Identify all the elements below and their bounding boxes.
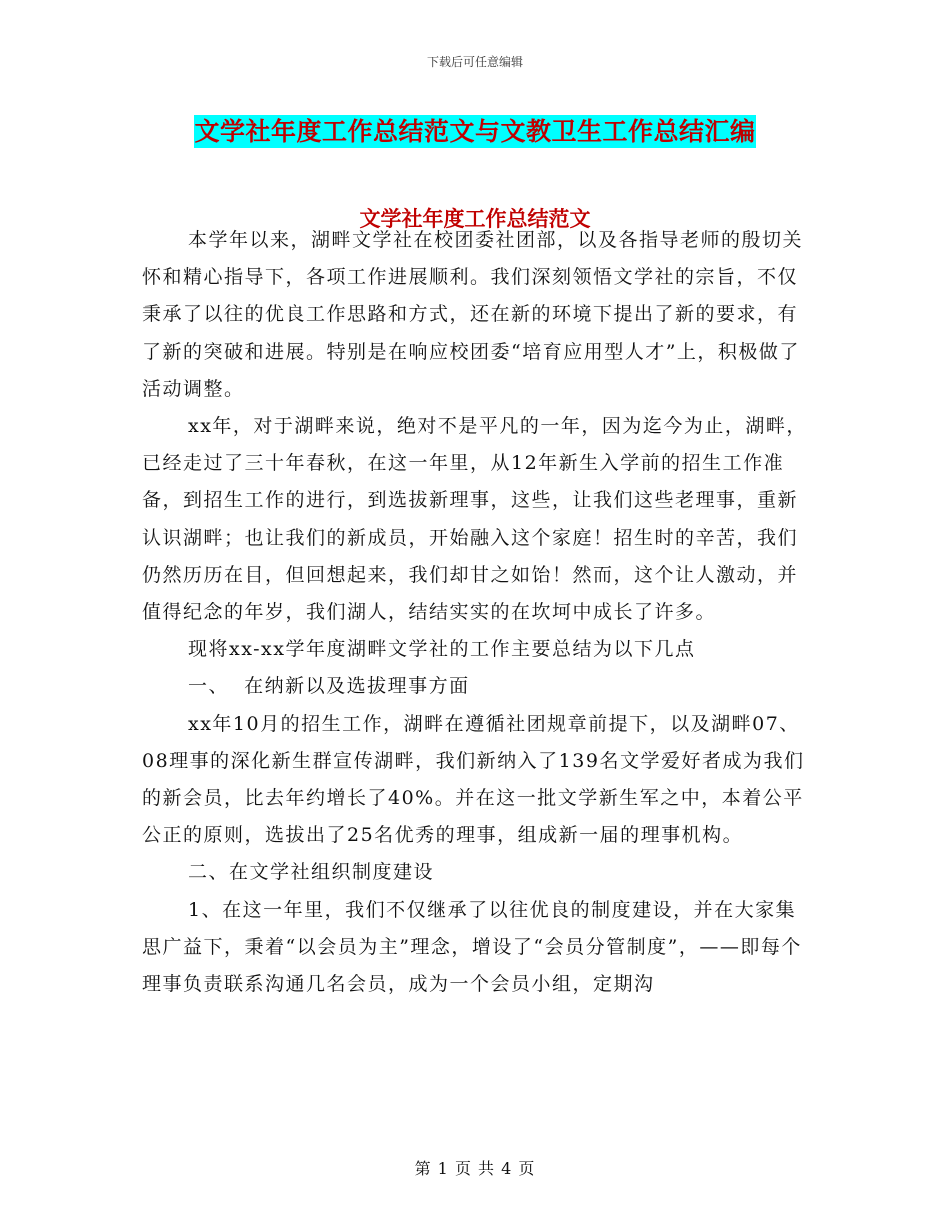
- document-title: 文学社年度工作总结范文与文教卫生工作总结汇编: [194, 117, 756, 146]
- paragraph-summary-lead: 现将xx-xx学年度湖畔文学社的工作主要总结为以下几点: [188, 638, 696, 661]
- document-body: [142, 222, 807, 1003]
- section-heading-2: 二、在文学社组织制度建设: [188, 861, 435, 884]
- page-footer: 第 1 页 共 4 页: [414, 1159, 536, 1178]
- paragraph-intro: 本学年以来，湖畔文学社在校团委社团部，以及各指导老师的殷切关怀和精心指导下，各项工作进展顺利。我们深刻领悟文学社的宗旨，不仅秉承了以往的优良工作思路和方式，还在新的环境下提出了新的要求，有了新的突破和进展。特别是在响应校团委“培育应用型人才”上，积极做了活动调整。: [142, 229, 804, 400]
- paragraph-recruitment: xx年10月的招生工作，湖畔在遵循社团规章前提下，以及湖畔07、08理事的深化新生群宣传湖畔，我们新纳入了139名文学爱好者成为我们的新会员，比去年约增长了40%。并在这一批文学新生军之中，本着公平公正的原则，选拔出了25名优秀的理事，组成新一届的理事机构。: [142, 712, 805, 847]
- paragraph-system-building: 1、在这一年里，我们不仅继承了以往优良的制度建设，并在大家集思广益下，秉着“以会员为主”理念，增设了“会员分管制度”，——即每个理事负责联系沟通几名会员，成为一个会员小组，定期沟: [142, 898, 802, 996]
- section-heading-1: 一、 在纳新以及选拔理事方面: [188, 675, 470, 698]
- page-header: 下载后可任意编辑: [426, 55, 523, 69]
- paragraph-year-review: xx年，对于湖畔来说，绝对不是平凡的一年，因为迄今为止，湖畔，已经走过了三十年春秋，在这一年里，从12年新生入学前的招生工作准备，到招生工作的进行，到选拔新理事，这些，让我们这些老理事，重新认识湖畔；也让我们的新成员，开始融入这个家庭！招生时的辛苦，我们仍然历历在目，但回想起来，我们却甘之如饴！然而，这个让人激动，并值得纪念的年岁，我们湖人，结结实实的在坎坷中成长了许多。: [142, 415, 807, 624]
- document-title-container: [0, 112, 950, 148]
- section-title: 文学社年度工作总结范文: [359, 206, 591, 231]
